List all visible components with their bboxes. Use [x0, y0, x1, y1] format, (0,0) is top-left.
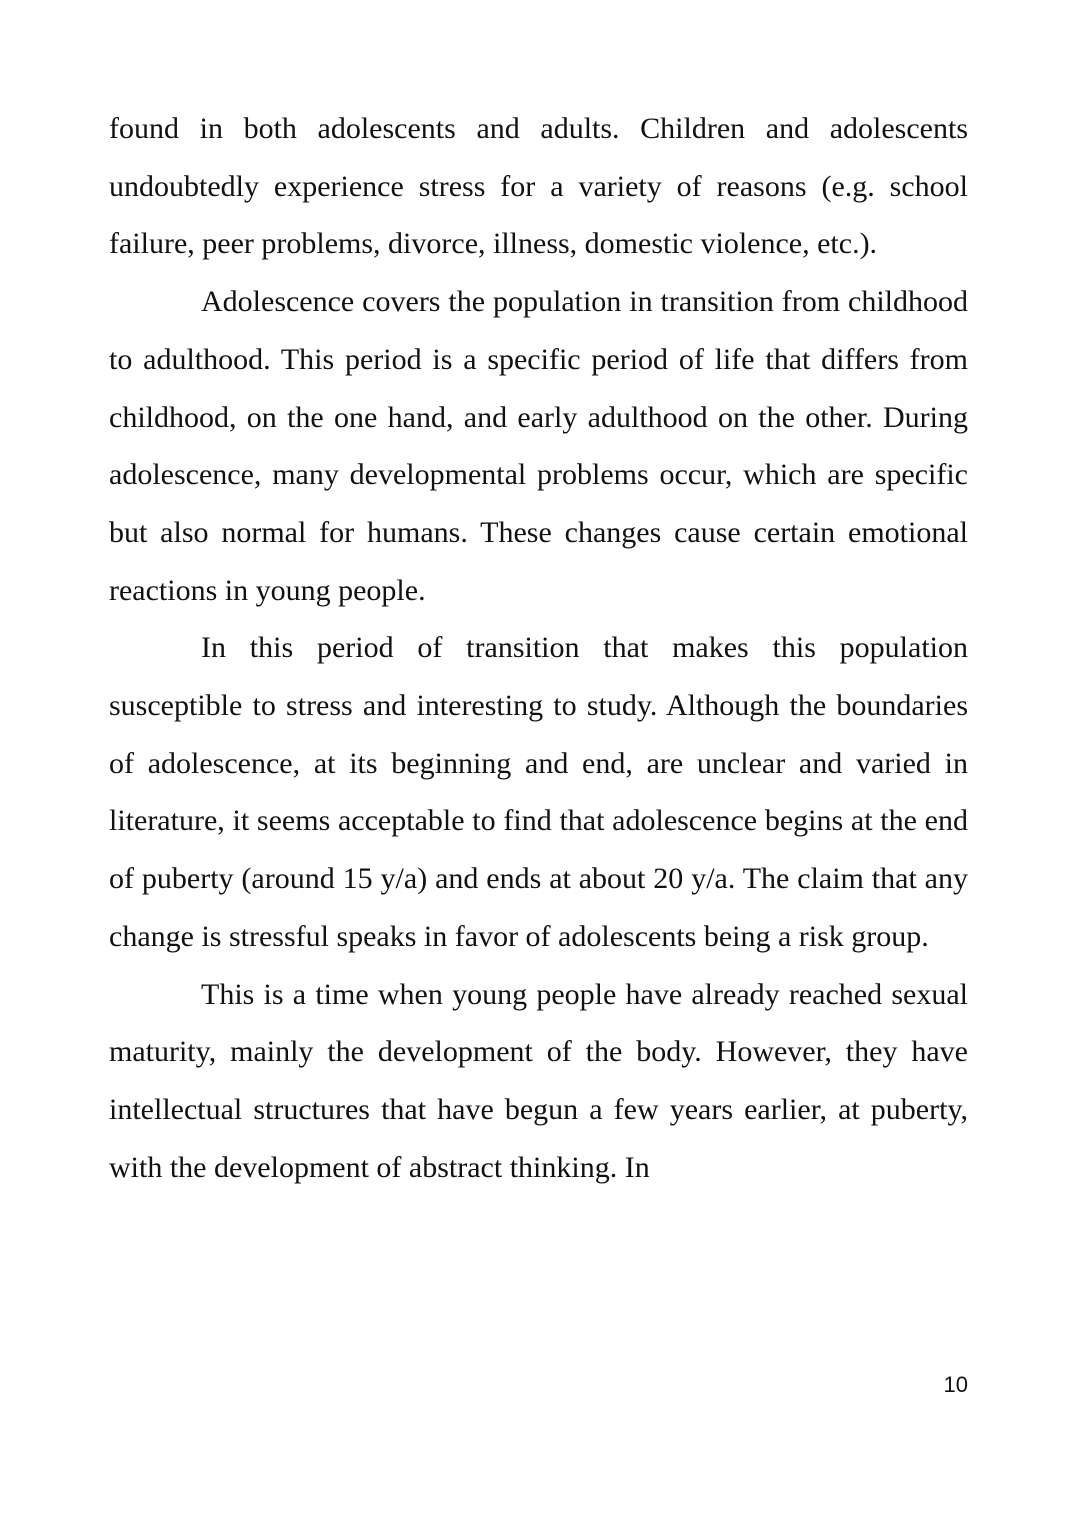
- paragraph-adolescence-definition: Adolescence covers the population in transition from childhood to adulthood. This period is a specific period of life that differs from childhood, on the one hand, and early adulthood on the other. During adolescence, many developmental problems occur, which are specific but also normal for humans. These changes cause certain emotional reactions in young people.: [109, 285, 968, 607]
- body-text: [109, 100, 968, 1196]
- paragraph-stress-causes: found in both adolescents and adults. Children and adolescents undoubtedly experience stress for a variety of reasons (e.g. school failure, peer problems, divorce, illness, domestic violence, etc.).: [109, 112, 968, 261]
- page-number: 10: [943, 1372, 968, 1397]
- paragraph-sexual-maturity: This is a time when young people have already reached sexual maturity, mainly the development of the body. However, they have intellectual structures that have begun a few years earlier, at puberty, with the development of abstract thinking. In: [109, 977, 968, 1184]
- paragraph-transition-period: In this period of transition that makes this population susceptible to stress and interesting to study. Although the boundaries of adolescence, at its beginning and end, are unclear and varied in literature, it seems acceptable to find that adolescence begins at the end of puberty (around 15 y/a) and ends at about 20 y/a. The claim that any change is stressful speaks in favor of adolescents being a risk group.: [109, 631, 968, 953]
